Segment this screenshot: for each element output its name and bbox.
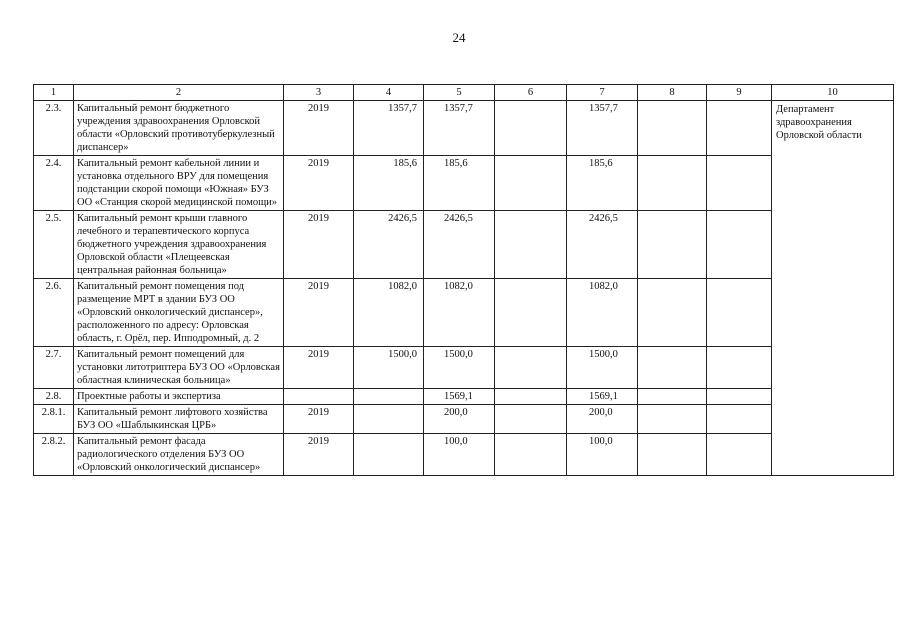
row-c5: 2426,5 (424, 211, 495, 279)
row-c6 (495, 405, 567, 434)
row-number: 2.5. (34, 211, 74, 279)
row-c7: 1500,0 (567, 347, 638, 389)
table-row (34, 347, 894, 389)
row-year: 2019 (284, 347, 354, 389)
row-year: 2019 (284, 405, 354, 434)
row-c8 (638, 156, 707, 211)
row-year: 2019 (284, 434, 354, 476)
row-c8 (638, 434, 707, 476)
row-c4: 1082,0 (354, 279, 424, 347)
row-c4 (354, 405, 424, 434)
row-name: Капитальный ремонт лифтового хозяйства БУЗ ОО «Шаблыкинская ЦРБ» (74, 405, 284, 434)
table-row (34, 389, 894, 405)
row-c8 (638, 405, 707, 434)
row-c9 (707, 101, 772, 156)
row-c7: 1569,1 (567, 389, 638, 405)
header-row (34, 85, 894, 101)
row-c8 (638, 389, 707, 405)
row-c9 (707, 405, 772, 434)
row-c4: 1500,0 (354, 347, 424, 389)
row-number: 2.6. (34, 279, 74, 347)
row-year (284, 389, 354, 405)
row-c5: 1500,0 (424, 347, 495, 389)
row-c6 (495, 101, 567, 156)
header-cell: 7 (567, 85, 638, 101)
row-c5: 100,0 (424, 434, 495, 476)
row-c8 (638, 211, 707, 279)
row-c6 (495, 389, 567, 405)
row-year: 2019 (284, 211, 354, 279)
row-c6 (495, 434, 567, 476)
department-cell: Департамент здравоохранения Орловской области (772, 101, 894, 476)
row-c5: 1569,1 (424, 389, 495, 405)
row-number: 2.8.1. (34, 405, 74, 434)
row-c5: 1357,7 (424, 101, 495, 156)
budget-table (33, 84, 894, 476)
row-c8 (638, 101, 707, 156)
row-c9 (707, 434, 772, 476)
row-c4: 185,6 (354, 156, 424, 211)
header-cell: 9 (707, 85, 772, 101)
row-name: Капитальный ремонт бюджетного учреждения здравоохранения Орловской области «Орловский противотуберкулезный диспансер» (74, 101, 284, 156)
row-number: 2.3. (34, 101, 74, 156)
row-year: 2019 (284, 279, 354, 347)
row-c5: 200,0 (424, 405, 495, 434)
row-year: 2019 (284, 101, 354, 156)
row-c7: 1357,7 (567, 101, 638, 156)
header-cell: 1 (34, 85, 74, 101)
row-c5: 1082,0 (424, 279, 495, 347)
table-row (34, 211, 894, 279)
header-cell: 5 (424, 85, 495, 101)
row-c9 (707, 211, 772, 279)
header-cell: 8 (638, 85, 707, 101)
row-c4 (354, 389, 424, 405)
table-row (34, 279, 894, 347)
row-c9 (707, 347, 772, 389)
row-number: 2.8.2. (34, 434, 74, 476)
header-cell: 2 (74, 85, 284, 101)
row-c9 (707, 279, 772, 347)
row-number: 2.7. (34, 347, 74, 389)
row-name: Капитальный ремонт крыши главного лечебного и терапевтического корпуса бюджетного учреждения здравоохранения Орловской области «Плещеевская центральная районная больница» (74, 211, 284, 279)
header-cell: 4 (354, 85, 424, 101)
header-cell: 3 (284, 85, 354, 101)
row-year: 2019 (284, 156, 354, 211)
row-number: 2.8. (34, 389, 74, 405)
table-row (34, 405, 894, 434)
row-c5: 185,6 (424, 156, 495, 211)
page-number: 24 (452, 30, 466, 45)
row-name: Проектные работы и экспертиза (74, 389, 284, 405)
table-row (34, 156, 894, 211)
row-c7: 1082,0 (567, 279, 638, 347)
row-c6 (495, 279, 567, 347)
row-c6 (495, 156, 567, 211)
row-c4: 1357,7 (354, 101, 424, 156)
row-c6 (495, 347, 567, 389)
row-c9 (707, 156, 772, 211)
table-row (34, 434, 894, 476)
row-c7: 185,6 (567, 156, 638, 211)
header-cell: 10 (772, 85, 894, 101)
row-c6 (495, 211, 567, 279)
header-cell: 6 (495, 85, 567, 101)
row-name: Капитальный ремонт кабельной линии и установка отдельного ВРУ для помещения подстанции скорой помощи «Южная» БУЗ ОО «Станция скорой медицинской помощи» (74, 156, 284, 211)
row-c7: 100,0 (567, 434, 638, 476)
row-c4 (354, 434, 424, 476)
row-c8 (638, 279, 707, 347)
table-row (34, 101, 894, 156)
row-name: Капитальный ремонт фасада радиологического отделения БУЗ ОО «Орловский онкологический диспансер» (74, 434, 284, 476)
row-name: Капитальный ремонт помещения под размещение МРТ в здании БУЗ ОО «Орловский онкологический диспансер», расположенного по адресу: Орловская область, г. Орёл, пер. Ипподромный, д. 2 (74, 279, 284, 347)
row-c7: 2426,5 (567, 211, 638, 279)
row-c9 (707, 389, 772, 405)
row-c8 (638, 347, 707, 389)
row-name: Капитальный ремонт помещений для установки литотриптера БУЗ ОО «Орловская областная клиническая больница» (74, 347, 284, 389)
row-c4: 2426,5 (354, 211, 424, 279)
row-c7: 200,0 (567, 405, 638, 434)
row-number: 2.4. (34, 156, 74, 211)
